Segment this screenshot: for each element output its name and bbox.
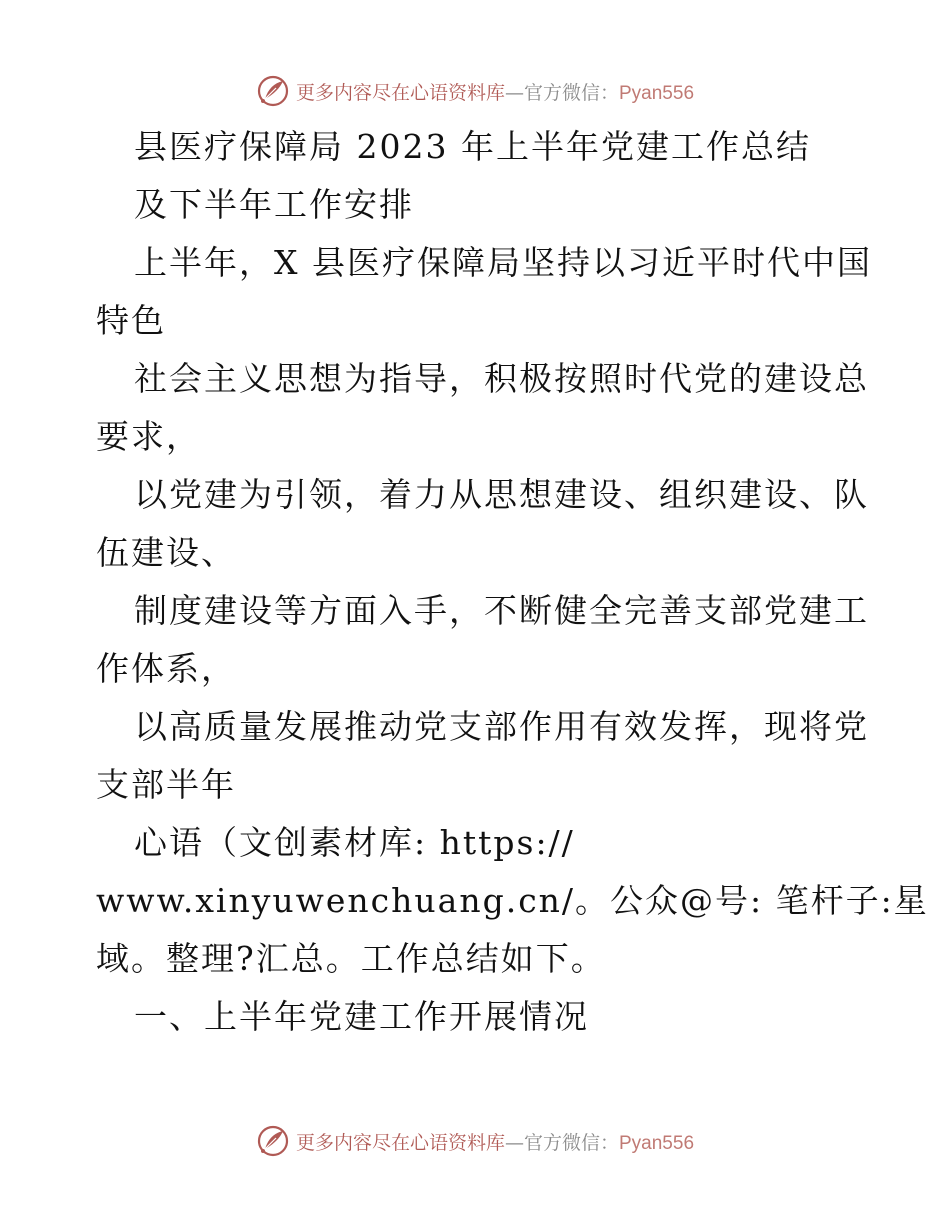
doc-paragraph-line: 支部半年 [96, 765, 236, 804]
watermark-wechat-id: Pyan556 [619, 1132, 695, 1154]
watermark-main-text: 更多内容尽在心语资料库 [295, 81, 505, 104]
doc-paragraph-line: 上半年，X 县医疗保障局坚持以习近平时代中国 [134, 243, 872, 282]
watermark-separator: — [504, 81, 524, 104]
doc-paragraph-line: 以党建为引领，着力从思想建设、组织建设、队 [134, 475, 869, 514]
doc-paragraph-line: 以高质量发展推动党支部作用有效发挥，现将党 [134, 707, 869, 746]
doc-paragraph-line: www.xinyuwenchuang.cn/。公众@号: 笔杆子:星 [96, 881, 929, 920]
header-watermark [0, 71, 950, 111]
doc-paragraph-line: 伍建设、 [96, 533, 236, 572]
doc-paragraph-line: 社会主义思想为指导，积极按照时代党的建设总 [134, 359, 869, 398]
feather-pen-logo-icon [256, 1124, 290, 1158]
footer-watermark [0, 1121, 950, 1161]
doc-title-line-1: 县医疗保障局 2023 年上半年党建工作总结 [134, 127, 811, 166]
feather-pen-logo-icon [256, 74, 290, 108]
doc-paragraph-line: 制度建设等方面入手，不断健全完善支部党建工 [134, 591, 869, 630]
watermark-wechat-label: 官方微信： [523, 1131, 619, 1154]
doc-title-line-2: 及下半年工作安排 [134, 185, 414, 224]
watermark-wechat-id: Pyan556 [619, 82, 695, 104]
doc-paragraph-line: 要求， [96, 417, 201, 456]
doc-paragraph-line: 作体系， [96, 649, 236, 688]
doc-paragraph-line: 心语（文创素材库: https:// [134, 823, 575, 862]
watermark-main-text: 更多内容尽在心语资料库 [295, 1131, 505, 1154]
watermark-wechat-label: 官方微信： [523, 81, 619, 104]
watermark-separator: — [504, 1131, 524, 1154]
document-body [96, 118, 929, 1046]
doc-section-heading: 一、上半年党建工作开展情况 [134, 997, 589, 1036]
doc-paragraph-line: 域。整理?汇总。工作总结如下。 [96, 939, 606, 978]
doc-paragraph-line: 特色 [96, 301, 166, 340]
